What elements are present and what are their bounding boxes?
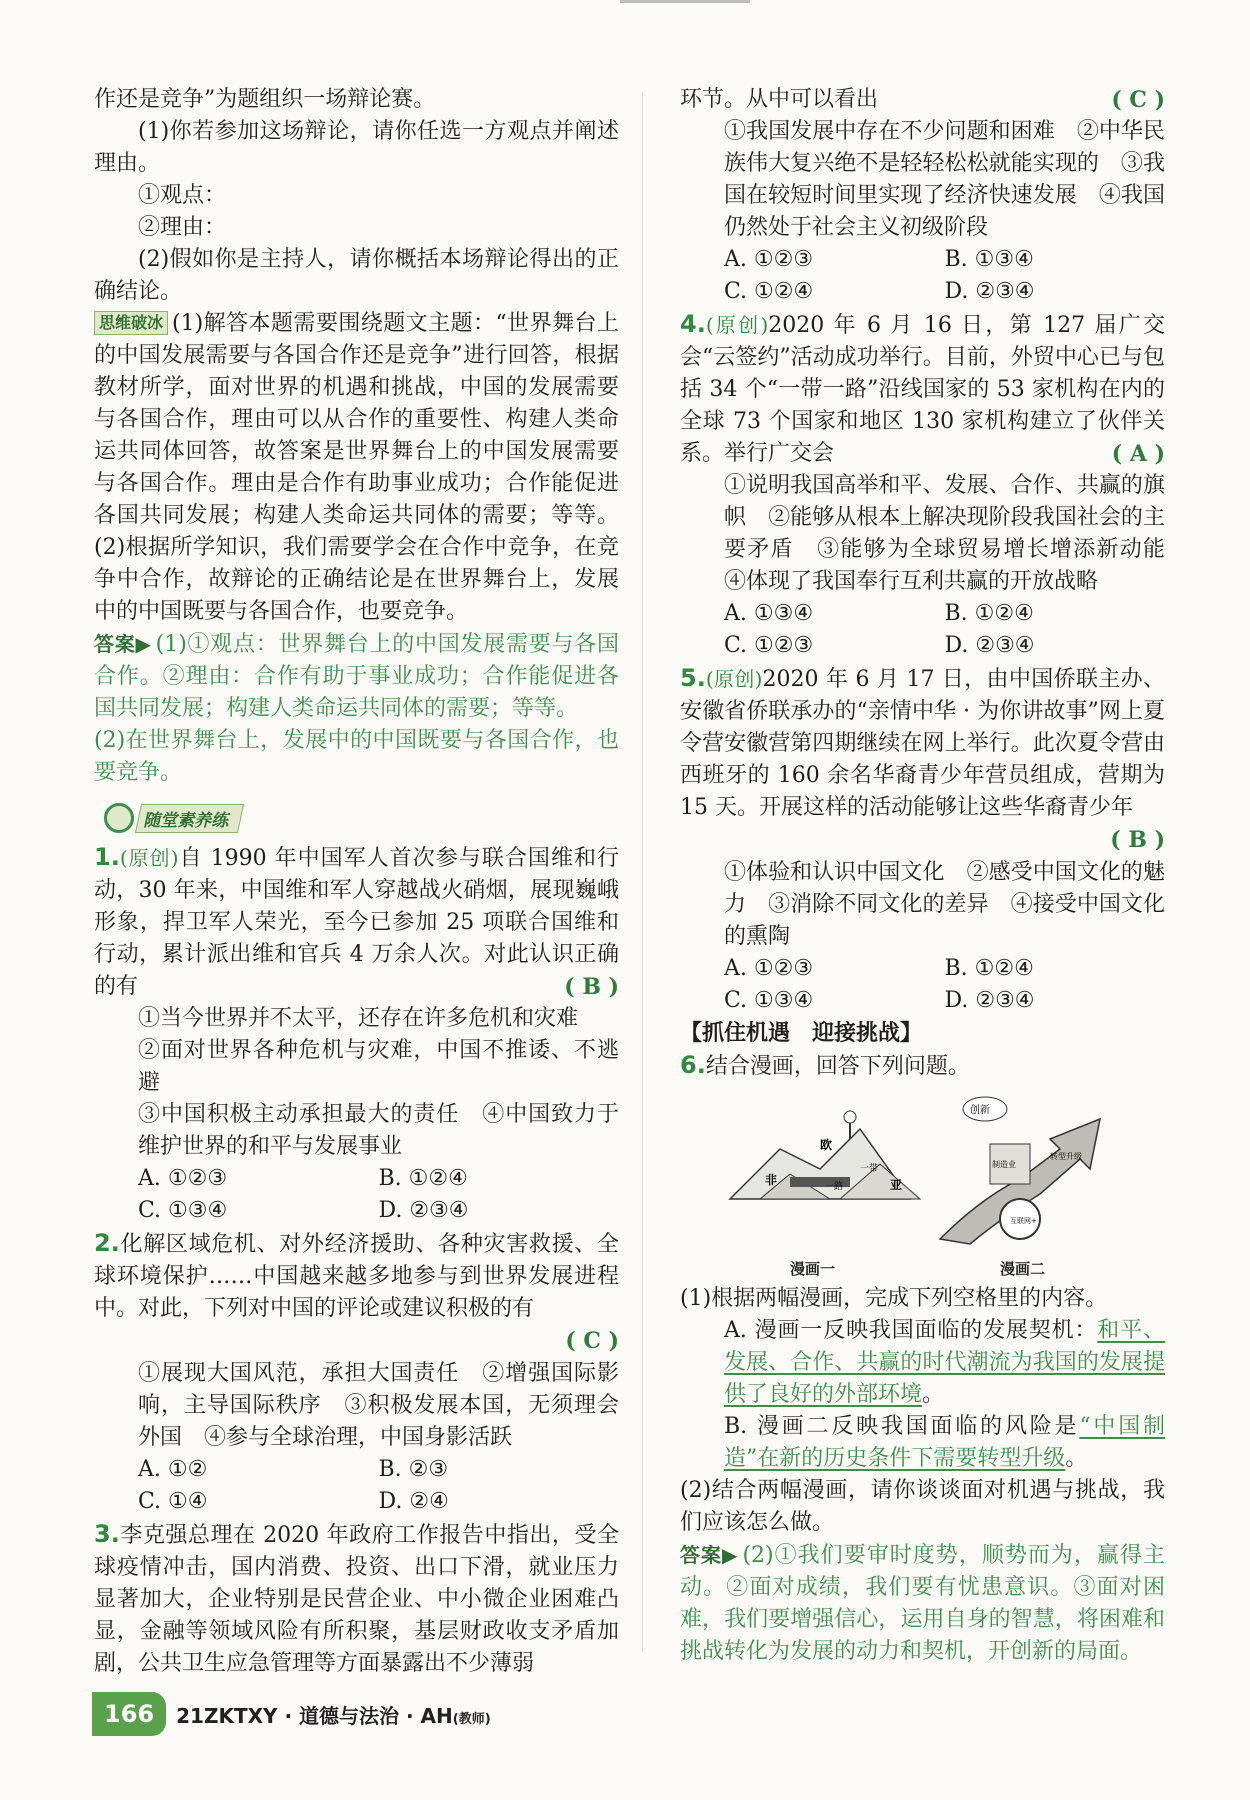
option-b: B. ②③ — [378, 1457, 449, 1482]
question-text: 自 1990 年中国军人首次参与联合国维和行动，30 年来，中国维和军人穿越战火硝烟，展现巍峨形象，捍卫军人荣光，至今已参加 25 项联合国维和行动，累计派出维和官兵 4 万余人次。对此认识正确的有 — [94, 846, 620, 999]
answer-text-2: (2)在世界舞台上，发展中的中国既要与各国合作，也要竞争。 — [94, 728, 619, 785]
analysis-text: (1)解答本题需要围绕题文主题：“世界舞台上的中国发展需要与各国合作还是竞争”进行回答，根据教材所学，面对世界的机遇和挑战，中国的发展需要与各国合作，理由可以从合作的重要性、构建人类命运共同体回答，故答案是世界舞台上的中国发展需要与各国合作。理由是合作有助事业成功；合作能促进各国共同发展；构建人类命运共同体的需要；等等。(2)根据所学知识，我们需要学会在合作中竞争，在竞争中合作，故辩论的正确结论是在世界舞台上，发展中的中国既要与各国合作，也要竞争。 — [94, 311, 619, 624]
fill-a-suffix: 。 — [922, 1382, 945, 1407]
target-icon — [104, 803, 134, 833]
left-column — [94, 84, 619, 1680]
options-row — [680, 598, 1165, 630]
right-column — [680, 84, 1188, 1668]
option-d: D. ②③④ — [944, 633, 1035, 658]
question-text: 化解区域危机、对外经济援助、各种灾害救援、全球环境保护……中国越来越多地参与到世界发展进程中。对此，下列对中国的评论或建议积极的有 — [94, 1232, 619, 1321]
book-title: 21ZKTXY · 道德与法治 · AH — [176, 1703, 453, 1728]
question-number: 1. — [94, 843, 120, 871]
question-text: 2020 年 6 月 16 日，第 127 届广交会“云签约”活动成功举行。目前，外贸中心已与包括 34 个“一带一路”沿线国家的 53 家机构在内的全球 73 个国家和地区 130 家机构建立了伙伴关系。举行广交会 — [680, 313, 1165, 466]
analysis-block — [94, 308, 619, 628]
question-number: 3. — [94, 1520, 120, 1548]
option-a: A. ①②③ — [138, 1166, 228, 1191]
answer-text-1: (1)①观点：世界舞台上的中国发展需要与各国合作。②理由：合作有助于事业成功；合作能促进各国共同发展；构建人类命运共同体的需要；等等。 — [94, 632, 619, 721]
answer-tag: 答案▶ — [94, 632, 152, 656]
top-edge-line — [620, 0, 750, 3]
options-row — [680, 630, 1165, 662]
sub-question-2: (2)假如你是主持人，请你概括本场辩论得出的正确结论。 — [94, 247, 619, 304]
sub-question-2: (2)结合两幅漫画，请你谈谈面对机遇与挑战，我们应该怎么做。 — [680, 1478, 1165, 1535]
page-footer — [92, 1692, 491, 1736]
fill-a — [680, 1315, 1165, 1411]
c2-label-internet: 互联网+ — [1010, 1217, 1037, 1225]
question-4 — [680, 308, 1188, 662]
option-b: B. ①②④ — [944, 956, 1034, 981]
c2-label-upgrade: 转型升级 — [1050, 1152, 1082, 1161]
section-heading: 【抓住机遇 迎接挑战】 — [680, 1020, 923, 1046]
c2-label-mfg: 制造业 — [992, 1160, 1016, 1169]
option-b: B. ①②④ — [944, 601, 1034, 626]
question-number: 2. — [94, 1229, 120, 1257]
q6-answer — [680, 1539, 1165, 1668]
fill-b-answer: “中国制造”在新的历史条件下需要转型升级 — [724, 1414, 1166, 1471]
options-row — [94, 1486, 619, 1518]
question-number: 4. — [680, 310, 706, 338]
statement-items: ①我国发展中存在不少问题和困难 ②中华民族伟大复兴绝不是轻轻松松就能实现的 ③我国在较短时间里实现了经济快速发展 ④我国仍然处于社会主义初级阶段 — [724, 119, 1165, 240]
column-divider — [642, 92, 643, 1652]
question-1 — [94, 841, 619, 1227]
options-row — [680, 276, 1165, 308]
options-row — [94, 1454, 619, 1486]
c1-label-asia: 亚 — [890, 1178, 903, 1192]
option-d: D. ②③④ — [378, 1198, 469, 1223]
option-c: C. ①②③ — [724, 633, 814, 658]
analysis-tag: 思维破冰 — [94, 311, 168, 335]
page-number: 166 — [92, 1692, 166, 1736]
fill-a-prefix: A. 漫画一反映我国面临的发展契机： — [724, 1318, 1098, 1343]
viewpoint-line: ①观点： — [138, 183, 227, 208]
sub-question-1: (1)根据两幅漫画，完成下列空格里的内容。 — [680, 1286, 1108, 1311]
answer-text: (2)①我们要审时度势，顺势而为，赢得主动。②面对成绩，我们要有忧患意识。③面对困难，我们要增强信心，运用自身的智慧，将困难和挑战转化为发展的动力和契机，开创新的局面。 — [680, 1543, 1165, 1664]
option-a: A. ①③④ — [724, 601, 814, 626]
c1-label-af: 非 — [765, 1173, 778, 1187]
answer-choice: ( B ) — [1110, 827, 1165, 853]
statement-items: ①说明我国高举和平、发展、合作、共赢的旗帜 ②能够从根本上解决现阶段我国社会的主要矛盾 ③能够为全球贸易增长增添新动能 ④体现了我国奉行互利共赢的开放战略 — [724, 473, 1188, 594]
fill-b-suffix: 。 — [1065, 1446, 1088, 1471]
question-text: 结合漫画，回答下列问题。 — [705, 1054, 970, 1079]
question-6 — [680, 1049, 1165, 1668]
intro-text: 作还是竞争”为题组织一场辩论赛。 — [94, 87, 436, 112]
question-5 — [680, 662, 1165, 1017]
options-row — [680, 953, 1165, 985]
option-b: B. ①②④ — [378, 1166, 468, 1191]
edition-label: (教师) — [452, 1711, 491, 1727]
option-b: B. ①③④ — [944, 247, 1034, 272]
options-row — [94, 1163, 619, 1195]
statement-item: ②面对世界各种危机与灾难，中国不推诿、不逃避 — [138, 1038, 619, 1095]
option-c: C. ①③④ — [138, 1198, 228, 1223]
c2-label-innovate: 创新 — [970, 1105, 990, 1116]
c1-label-belt: 一带 — [860, 1164, 879, 1174]
section-header — [104, 803, 241, 833]
option-a: A. ①②③ — [724, 956, 814, 981]
cartoon-figure — [720, 1089, 1140, 1279]
original-tag: (原创) — [119, 846, 179, 870]
fill-b — [680, 1411, 1165, 1475]
answer-choice: ( C ) — [1111, 87, 1165, 113]
answer-tag: 答案▶ — [680, 1543, 739, 1567]
option-c: C. ①③④ — [724, 988, 814, 1013]
cartoon-1-caption: 漫画一 — [790, 1260, 836, 1278]
options-row — [680, 985, 1165, 1017]
option-d: D. ②③④ — [944, 279, 1035, 304]
c1-label-road: 一路 — [825, 1182, 844, 1192]
cartoon-illustration — [720, 1089, 1140, 1259]
statement-item: ①当今世界并不太平，还存在许多危机和灾难 — [138, 1006, 579, 1031]
reason-line: ②理由： — [138, 215, 227, 240]
question-number: 5. — [680, 664, 706, 692]
options-row — [680, 244, 1165, 276]
question-text: 李克强总理在 2020 年政府工作报告中指出，受全球疫情冲击，国内消费、投资、出口下滑，就业压力显著加大，企业特别是民营企业、中小微企业困难凸显，金融等领域风险有所积聚，基层财政收支矛盾加剧，公共卫生应急管理等方面暴露出不少薄弱 — [94, 1523, 619, 1676]
section-title: 随堂素养练 — [135, 804, 244, 833]
option-a: A. ①② — [138, 1457, 208, 1482]
answer-block — [94, 628, 619, 725]
option-c: C. ①②④ — [724, 279, 814, 304]
answer-choice: ( A ) — [1111, 441, 1165, 467]
question-number: 6. — [680, 1051, 706, 1079]
option-c: C. ①④ — [138, 1489, 208, 1514]
fill-a-answer: 和平、发展、合作、共赢的时代潮流为我国的发展提供了良好的外部环境 — [724, 1318, 1165, 1407]
option-d: D. ②④ — [378, 1489, 449, 1514]
option-d: D. ②③④ — [944, 988, 1035, 1013]
statement-item: ①展现大国风范，承担大国责任 ②增强国际影响，主导国际秩序 ③积极发展本国，无须理会外国 ④参与全球治理，中国身影活跃 — [138, 1361, 619, 1450]
option-a: A. ①②③ — [724, 247, 814, 272]
question-2 — [94, 1227, 619, 1518]
cartoon-2-caption: 漫画二 — [1000, 1260, 1046, 1278]
answer-choice: ( B ) — [564, 974, 619, 1000]
q3-continuation — [680, 84, 1165, 116]
question-text: 环节。从中可以看出 — [680, 87, 879, 112]
original-tag: (原创) — [705, 667, 763, 691]
answer-choice: ( C ) — [565, 1328, 619, 1354]
book-code — [176, 1700, 491, 1729]
question-text: 2020 年 6 月 17 日，由中国侨联主办、安徽省侨联承办的“亲情中华 · 为你讲故事”网上夏令营安徽营第四期继续在网上举行。此次夏令营由西班牙的 160 余名华裔青少年营员组成，营期为 15 天。开展这样的活动能够让这些华裔青少年 — [680, 667, 1165, 820]
original-tag: (原创) — [705, 313, 769, 337]
question-3 — [94, 1518, 619, 1680]
options-row — [94, 1195, 619, 1227]
fill-b-prefix: B. 漫画二反映我国面临的风险是 — [724, 1414, 1080, 1439]
sub-question-1: (1)你若参加这场辩论，请你任选一方观点并阐述理由。 — [94, 119, 619, 176]
c1-label-eu: 欧 — [820, 1138, 833, 1152]
statement-items: ①体验和认识中国文化 ②感受中国文化的魅力 ③消除不同文化的差异 ④接受中国文化的熏陶 — [724, 860, 1165, 949]
statement-item: ③中国积极主动承担最大的责任 ④中国致力于维护世界的和平与发展事业 — [138, 1102, 619, 1159]
